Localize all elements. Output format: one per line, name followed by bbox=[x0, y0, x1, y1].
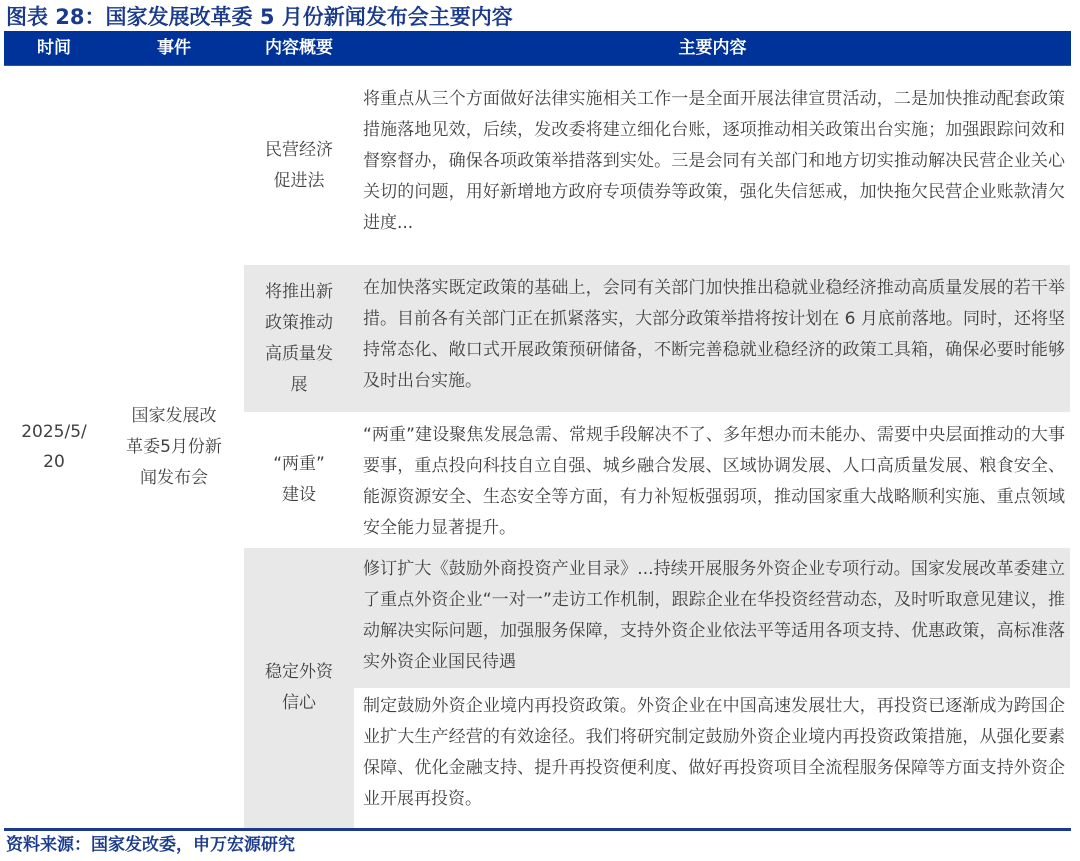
summary-line: 建设 bbox=[282, 485, 316, 505]
header-event: 事件 bbox=[157, 38, 191, 58]
event-line-2: 革委5月份新 bbox=[126, 436, 222, 457]
content-cell-2: 在加快落实既定政策的基础上，会同有关部门加快推出稳就业稳经济推动高质量发展的若干举措。目前各有关部门正在抓紧落实，大部分政策举措将按计划在 6 月底前落地。同时，还将坚持常态化、敞口式开展政策预研储备，不断完善稳就业稳经济的政策工具箱，确保必要时能够及时出台实施。 bbox=[363, 278, 1065, 391]
content-cell-1: 将重点从三个方面做好法律实施相关工作一是全面开展法律宣贯活动，二是加快推动配套政策措施落地见效，后续，发改委将建立细化台账，逐项推动相关政策出台实施；加强跟踪问效和督察督办，确保各项政策举措落到实处。三是会同有关部门和地方切实推动解决民营企业关心关切的问题，用好新增地方政府专项债券等政策，强化失信惩戒，加快拖欠民营企业账款清欠进度... bbox=[363, 89, 1065, 233]
source-note: 资料来源：国家发改委，申万宏源研究 bbox=[6, 835, 295, 855]
figure-title: 图表 28：国家发展改革委 5 月份新闻发布会主要内容 bbox=[6, 5, 513, 29]
summary-line: 高质量发 bbox=[265, 343, 333, 364]
event-line-3: 闻发布会 bbox=[140, 467, 208, 488]
summary-cell-2 bbox=[244, 265, 354, 412]
summary-cell-1 bbox=[244, 80, 354, 252]
header-time: 时间 bbox=[37, 38, 71, 58]
summary-cell-3 bbox=[244, 412, 354, 548]
time-cell bbox=[4, 66, 104, 828]
summary-line: 信心 bbox=[282, 693, 316, 713]
header-summary: 内容概要 bbox=[265, 38, 333, 58]
summary-cell-4 bbox=[244, 548, 354, 828]
event-line-1: 国家发展改 bbox=[131, 405, 217, 426]
table-header bbox=[4, 31, 1071, 66]
content-cell-3: “两重”建设聚焦发展急需、常规手段解决不了、多年想办而未能办、需要中央层面推动的大事要事，重点投向科技自立自强、城乡融合发展、区域协调发展、人口高质量发展、粮食安全、能源资源安全、生态安全等方面，有力补短板强弱项，推动国家重大战略顺利实施、重点领域安全能力显著提升。 bbox=[363, 425, 1065, 538]
summary-line: 民营经济 bbox=[265, 140, 333, 160]
summary-line: 促进法 bbox=[273, 171, 325, 191]
summary-line: “两重” bbox=[273, 454, 325, 474]
bottom-rule bbox=[4, 828, 1071, 831]
summary-line: 政策推动 bbox=[265, 312, 333, 333]
content-cell-4b: 制定鼓励外资企业境内再投资政策。外资企业在中国高速发展壮大，再投资已逐渐成为跨国企业扩大生产经营的有效途径。我们将研究制定鼓励外资企业境内再投资政策措施，从强化要素保障、优化金融支持、提升再投资便利度、做好再投资项目全流程服务保障等方面支持外资企业开展再投资。 bbox=[363, 696, 1065, 809]
time-line-2: 20 bbox=[43, 452, 65, 472]
content-cell-4a: 修订扩大《鼓励外商投资产业目录》...持续开展服务外资企业专项行动。国家发展改革委建立了重点外资企业“一对一”走访工作机制，跟踪企业在华投资经营动态，及时听取意见建议，推动解决实际问题，加强服务保障，支持外资企业依法平等适用各项支持、优惠政策，高标准落实外资企业国民待遇 bbox=[363, 559, 1065, 672]
header-content: 主要内容 bbox=[678, 38, 747, 58]
summary-line: 展 bbox=[290, 374, 308, 395]
summary-line: 将推出新 bbox=[265, 281, 333, 302]
summary-line: 稳定外资 bbox=[265, 662, 333, 682]
event-cell bbox=[104, 66, 244, 828]
time-line-1: 2025/5/ bbox=[21, 422, 87, 442]
